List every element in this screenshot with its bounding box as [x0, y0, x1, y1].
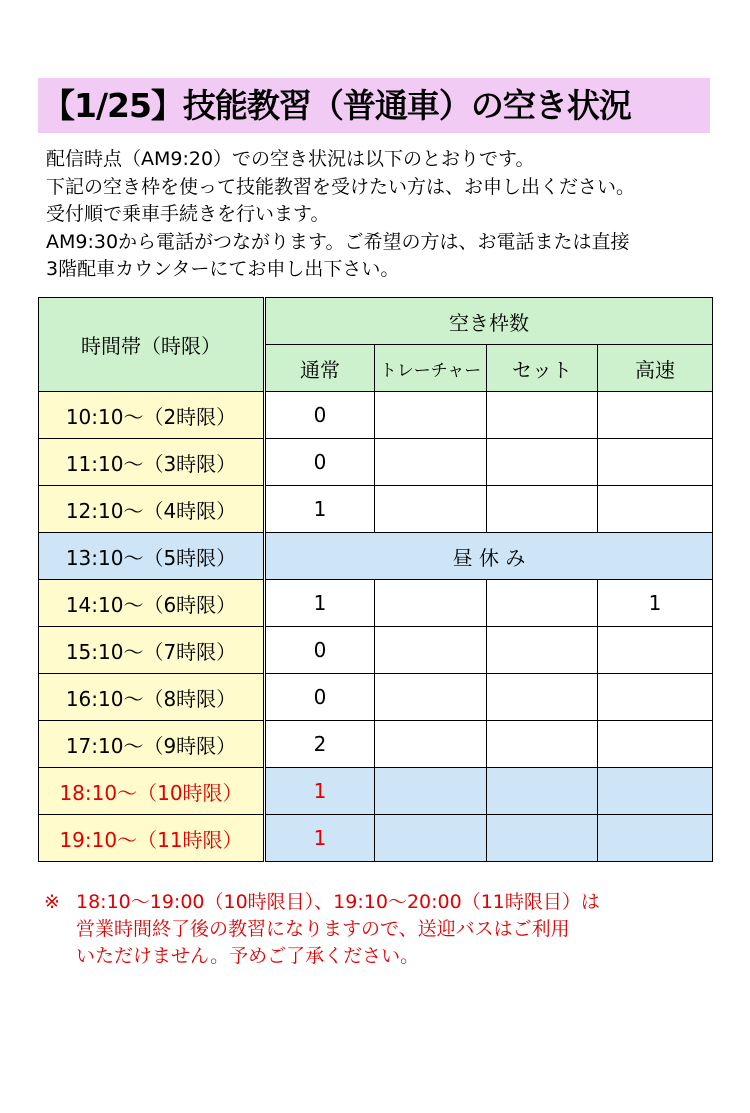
time-cell: 14:10～（6時限）	[39, 580, 265, 627]
time-cell: 12:10～（4時限）	[39, 486, 265, 533]
trailer-cell	[375, 392, 487, 439]
note-mark: ※	[44, 891, 60, 913]
normal-cell: 0	[265, 674, 375, 721]
table-row	[39, 392, 713, 439]
table-row	[39, 439, 713, 486]
time-cell: 15:10～（7時限）	[39, 627, 265, 674]
col-header-set: セット	[487, 345, 598, 392]
col-header-trailer: トレーチャー	[375, 345, 487, 392]
normal-cell: 0	[265, 392, 375, 439]
normal-cell: 0	[265, 627, 375, 674]
table-row-evening	[39, 768, 713, 815]
normal-cell: 2	[265, 721, 375, 768]
intro-text	[46, 146, 726, 284]
table-row-lunch	[39, 533, 713, 580]
note-line: 営業時間終了後の教習になりますので、送迎バスはご利用	[76, 918, 570, 940]
intro-line: 受付順で乗車手続きを行います。	[46, 203, 330, 225]
highway-cell	[598, 392, 713, 439]
set-cell	[487, 768, 598, 815]
time-cell: 16:10～（8時限）	[39, 674, 265, 721]
time-cell: 11:10～（3時限）	[39, 439, 265, 486]
page-title: 【1/25】技能教習（普通車）の空き状況	[38, 78, 710, 133]
normal-cell: 1	[265, 580, 375, 627]
highway-cell	[598, 815, 713, 862]
trailer-cell	[375, 768, 487, 815]
highway-cell	[598, 627, 713, 674]
time-cell: 10:10～（2時限）	[39, 392, 265, 439]
highway-cell: 1	[598, 580, 713, 627]
highway-cell	[598, 486, 713, 533]
normal-cell: 1	[265, 486, 375, 533]
intro-line: AM9:30から電話がつながります。ご希望の方は、お電話または直接	[46, 230, 630, 253]
time-header: 時間帯（時限）	[39, 298, 265, 392]
table-row-evening	[39, 815, 713, 862]
set-cell	[487, 674, 598, 721]
normal-cell: 0	[265, 439, 375, 486]
highway-cell	[598, 439, 713, 486]
table-row	[39, 627, 713, 674]
highway-cell	[598, 721, 713, 768]
lunch-break-label: 昼 休 み	[265, 533, 713, 580]
trailer-cell	[375, 721, 487, 768]
col-header-highway: 高速	[598, 345, 713, 392]
evening-note	[44, 889, 724, 970]
note-line: いただけません。予めご了承ください。	[76, 945, 420, 967]
intro-line: 配信時点（AM9:20）での空き状況は以下のとおりです。	[46, 148, 535, 170]
table-row	[39, 486, 713, 533]
set-cell	[487, 486, 598, 533]
normal-cell: 1	[265, 768, 375, 815]
set-cell	[487, 721, 598, 768]
time-cell: 13:10～（5時限）	[39, 533, 265, 580]
set-cell	[487, 580, 598, 627]
normal-cell: 1	[265, 815, 375, 862]
note-line: 18:10～19:00（10時限目）、19:10～20:00（11時限目）は	[76, 891, 600, 913]
trailer-cell	[375, 439, 487, 486]
availability-table	[38, 297, 713, 862]
time-cell: 17:10～（9時限）	[39, 721, 265, 768]
intro-line: 3階配車カウンターにてお申し出下さい。	[46, 258, 400, 280]
set-cell	[487, 627, 598, 674]
col-header-normal: 通常	[265, 345, 375, 392]
trailer-cell	[375, 580, 487, 627]
table-row	[39, 674, 713, 721]
set-cell	[487, 815, 598, 862]
time-cell: 18:10～（10時限）	[39, 768, 265, 815]
trailer-cell	[375, 627, 487, 674]
table-row	[39, 580, 713, 627]
highway-cell	[598, 674, 713, 721]
intro-line: 下記の空き枠を使って技能教習を受けたい方は、お申し出ください。	[46, 175, 636, 198]
trailer-cell	[375, 674, 487, 721]
time-cell: 19:10～（11時限）	[39, 815, 265, 862]
trailer-cell	[375, 815, 487, 862]
highway-cell	[598, 768, 713, 815]
trailer-cell	[375, 486, 487, 533]
set-cell	[487, 392, 598, 439]
set-cell	[487, 439, 598, 486]
table-row	[39, 721, 713, 768]
slots-header: 空き枠数	[265, 298, 713, 345]
